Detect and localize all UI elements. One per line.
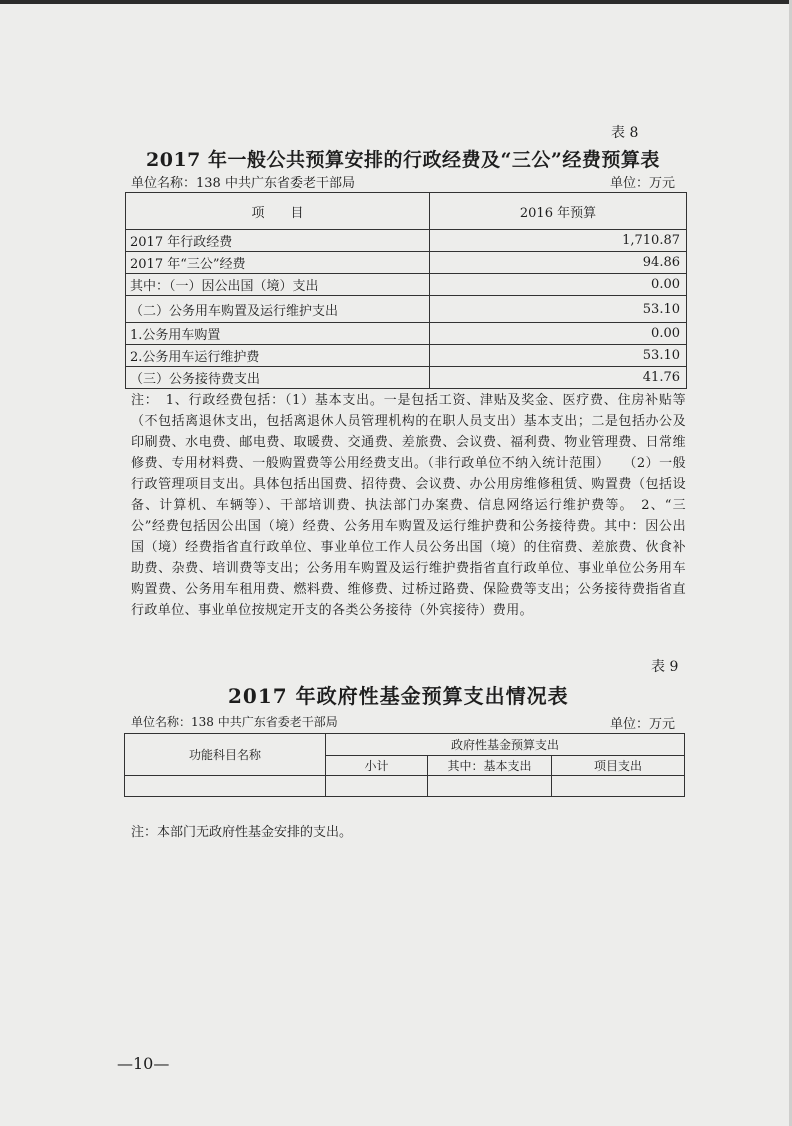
table9-subheader-basic: 其中：基本支出 [428, 756, 552, 776]
row-value: 41.76 [430, 367, 687, 389]
table8-unit: 单位：万元 [610, 176, 676, 191]
table9-subheader-project: 项目支出 [552, 756, 685, 776]
row-item: 2017 年行政经费 [126, 230, 430, 252]
scan-top-edge [0, 0, 792, 4]
table-row [126, 345, 687, 367]
table-row [126, 252, 687, 274]
table-row [126, 323, 687, 345]
row-value: 53.10 [430, 345, 687, 367]
page-number: —10— [117, 1054, 170, 1073]
table9-empty-cell [428, 776, 552, 797]
row-item: （三）公务接待费支出 [126, 367, 430, 389]
table9-empty-cell [326, 776, 428, 797]
table9-subheader-subtotal: 小计 [326, 756, 428, 776]
table-row [126, 367, 687, 389]
row-item: （二）公务用车购置及运行维护支出 [126, 296, 430, 323]
table8-unit-name: 单位名称：138 中共广东省委老干部局 [131, 176, 355, 191]
table8-header-item: 项 目 [126, 193, 430, 230]
row-item: 其中：（一）因公出国（境）支出 [126, 274, 430, 296]
table9-header-row [125, 734, 685, 756]
row-value: 1,710.87 [430, 230, 687, 252]
row-value: 0.00 [430, 274, 687, 296]
table9-group-header: 政府性基金预算支出 [326, 734, 685, 756]
table9-unit: 单位：万元 [610, 717, 676, 732]
table8-title: 2017 年一般公共预算安排的行政经费及“三公”经费预算表 [146, 149, 660, 171]
table-row [126, 230, 687, 252]
table8-header-budget: 2016 年预算 [430, 193, 687, 230]
table9 [124, 733, 685, 797]
row-value: 94.86 [430, 252, 687, 274]
row-item: 1.公务用车购置 [126, 323, 430, 345]
table9-title: 2017 年政府性基金预算支出情况表 [228, 684, 569, 708]
row-item: 2.公务用车运行维护费 [126, 345, 430, 367]
table8 [125, 192, 687, 389]
table9-label: 表 9 [651, 659, 679, 675]
table-row [126, 274, 687, 296]
table9-footnote: 注：本部门无政府性基金安排的支出。 [131, 825, 353, 840]
table9-empty-cell [125, 776, 326, 797]
table9-empty-cell [552, 776, 685, 797]
row-value: 53.10 [430, 296, 687, 323]
table-row [125, 776, 685, 797]
table8-header-row [126, 193, 687, 230]
table9-unit-name: 单位名称：138 中共广东省委老干部局 [131, 715, 338, 729]
table-row [126, 296, 687, 323]
table9-col-function: 功能科目名称 [125, 734, 326, 776]
table8-label: 表 8 [611, 125, 639, 141]
row-value: 0.00 [430, 323, 687, 345]
table8-notes: 注： 1、行政经费包括：（1）基本支出。一是包括工资、津贴及奖金、医疗费、住房补贴等（不包括离退休支出，包括离退休人员管理机构的在职人员支出）基本支出；二是包括办公及印刷费、水电费、邮电费、取暖费、交通费、差旅费、会议费、福利费、物业管理费、日常维修费、专用材料费、一般购置费等公用经费支出。（非行政单位不纳入统计范围） （2）一般行政管理项目支出。具体包括出国费、招待费、会议费、办公用房维修租赁、购置费（包括设备、计算机、车辆等）、干部培训费、执法部门办案费、信息网络运行维护费等。 2、“三公”经费包括因公出国（境）经费、公务用车购置及运行维护费和公务接待费。其中：因公出国（境）经费指省直行政单位、事业单位工作人员公务出国（境）的住宿费、差旅费、伙食补助费、杂费、培训费等支出；公务用车购置及运行维护费指省直行政单位、事业单位公务用车购置费、公务用车租用费、燃料费、维修费、过桥过路费、保险费等支出；公务接待费指省直行政单位、事业单位按规定开支的各类公务接待（外宾接待）费用。 [131, 393, 686, 618]
row-item: 2017 年“三公”经费 [126, 252, 430, 274]
